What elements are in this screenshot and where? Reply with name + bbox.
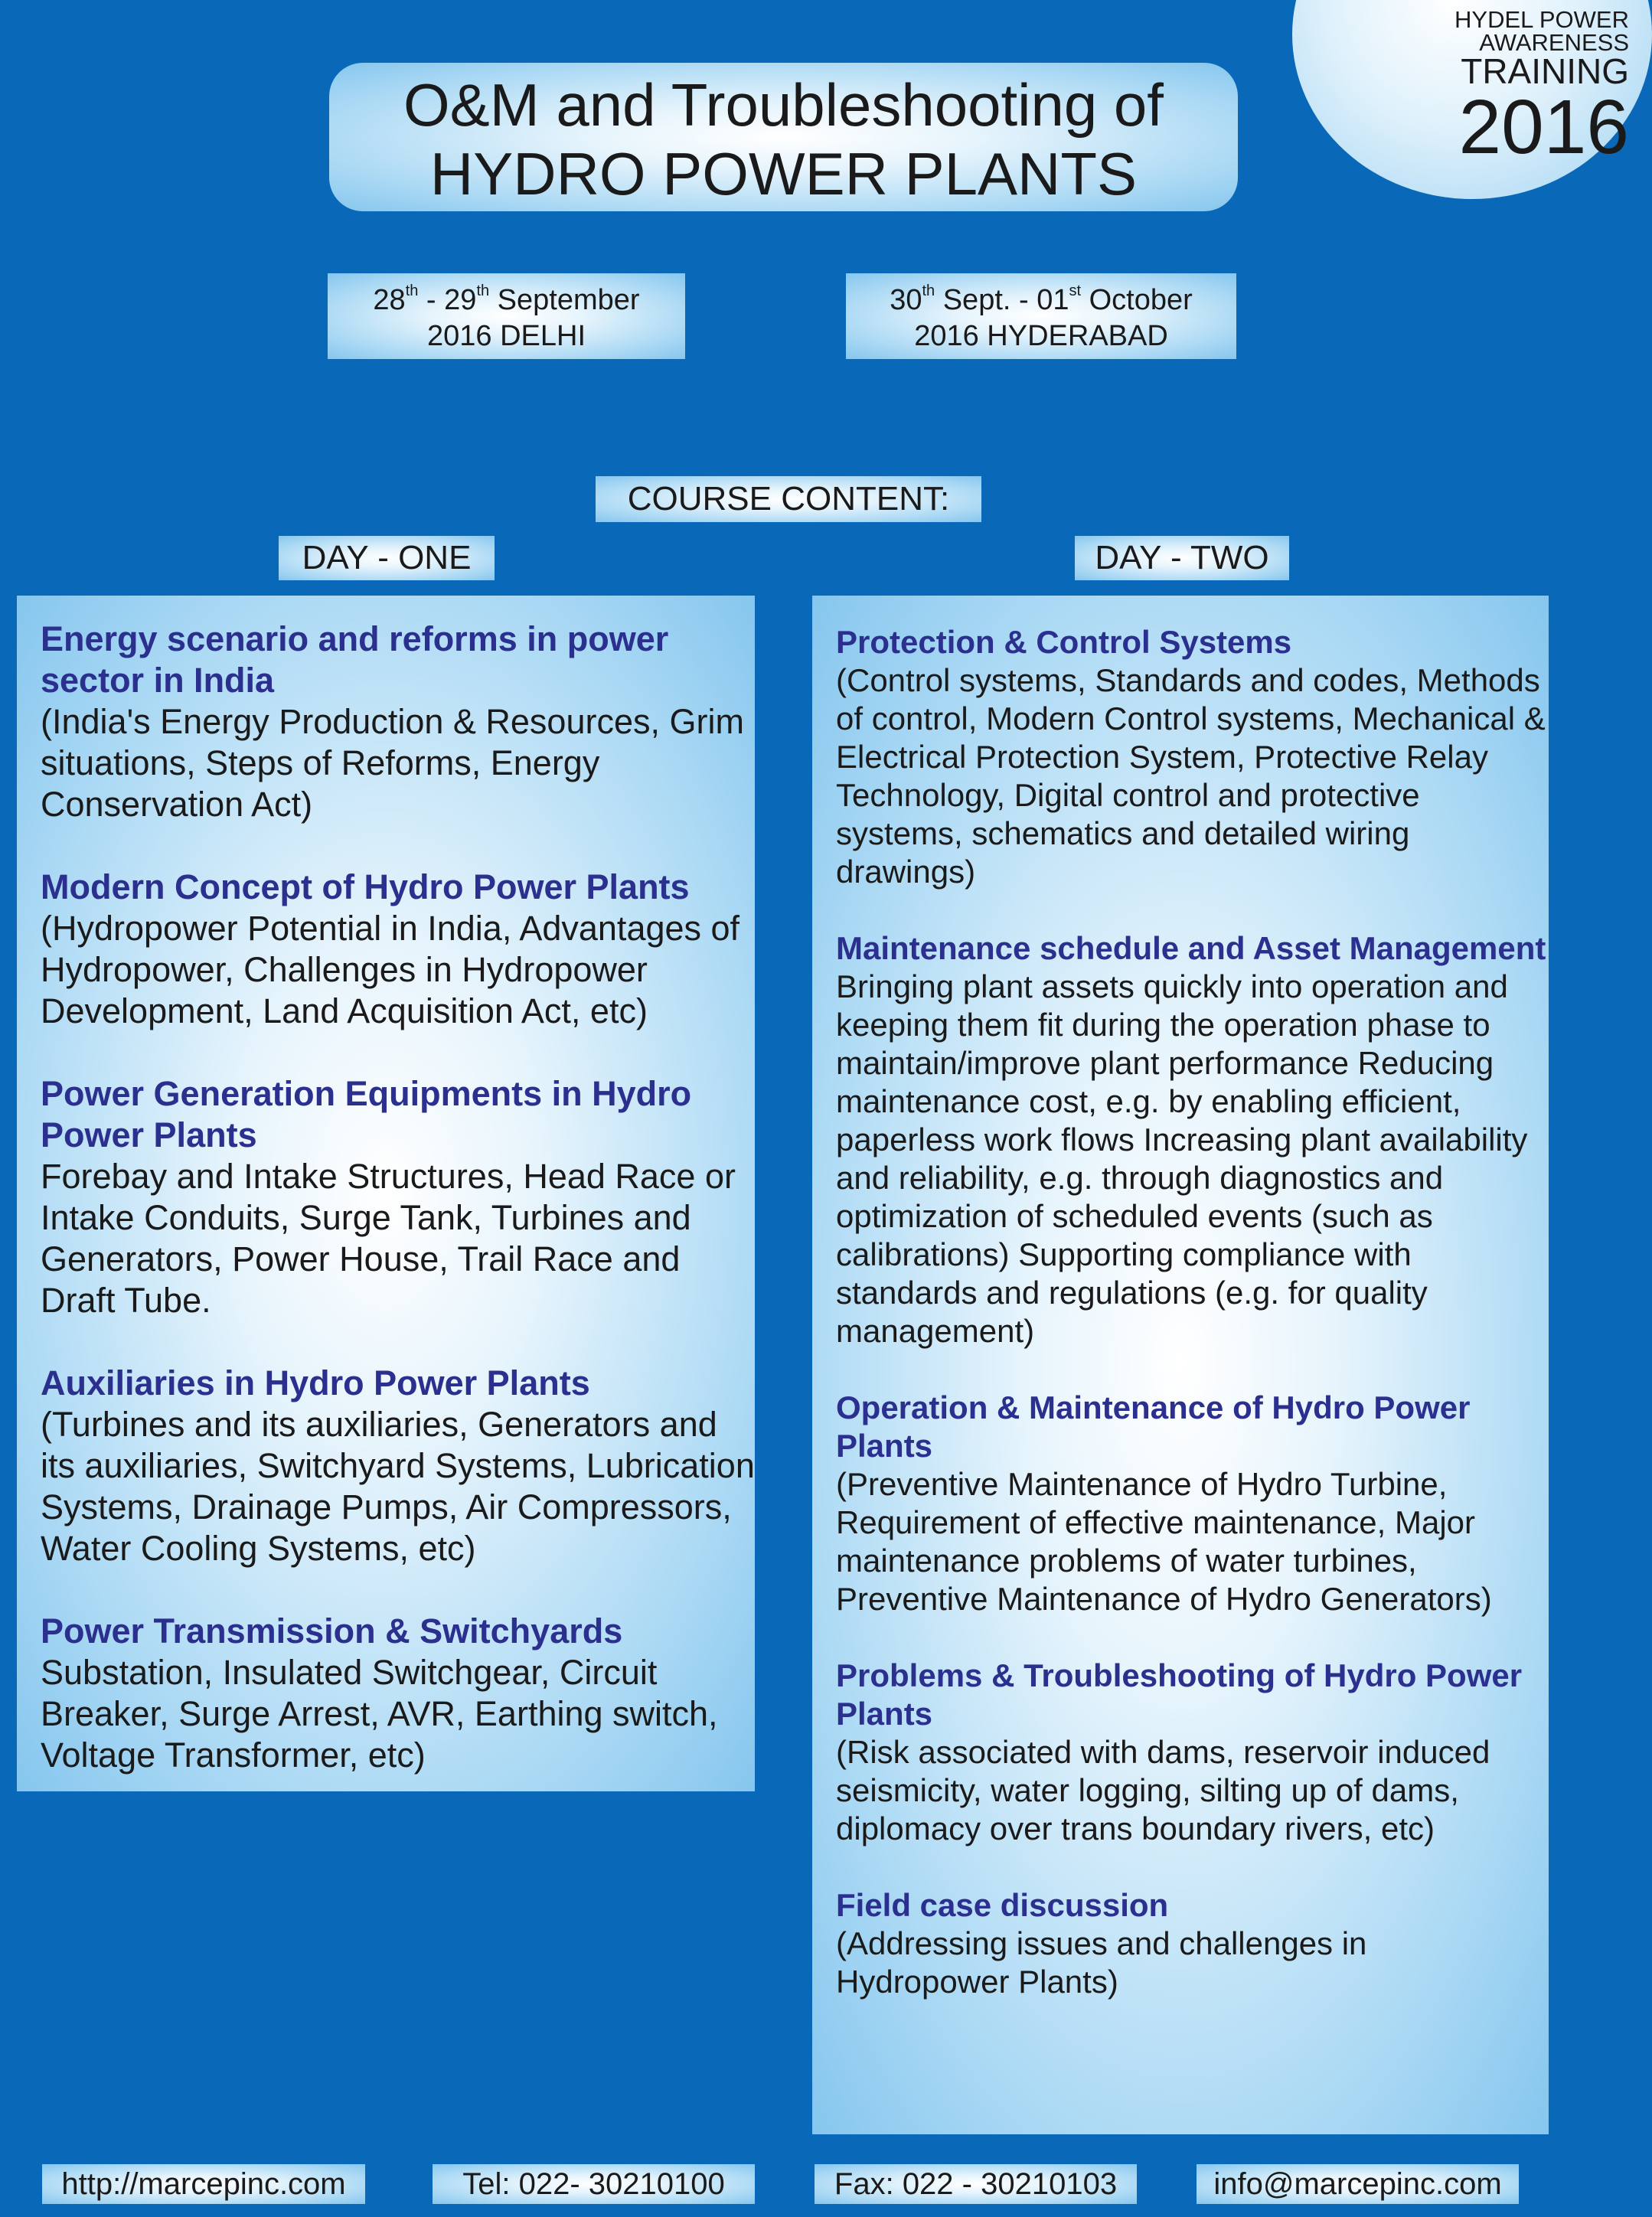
section-title: Problems & Troubleshooting of Hydro Power Plants: [836, 1657, 1523, 1732]
footer-email-link[interactable]: info@marcepinc.com: [1197, 2164, 1519, 2204]
footer-website-link[interactable]: http://marcepinc.com: [42, 2164, 365, 2204]
badge-line2: AWARENESS: [1479, 29, 1629, 56]
section-title: Power Generation Equipments in Hydro Power Plants: [41, 1074, 692, 1154]
section-title: Maintenance schedule and Asset Management: [836, 930, 1546, 966]
date-hyderabad: [846, 273, 1236, 359]
section-title: Field case discussion: [836, 1887, 1169, 1923]
page-title: [329, 63, 1238, 211]
day-one-section: [41, 867, 755, 1032]
day-two-section: [836, 623, 1549, 891]
section-body: (Turbines and its auxiliaries, Generators and its auxiliaries, Switchyard Systems, Lubrication Systems, Drainage Pumps, Air Compressors, Water Cooling Systems, etc): [41, 1405, 755, 1568]
footer-telephone: Tel: 022- 30210100: [433, 2164, 755, 2204]
date-delhi-range: 28th - 29th September: [373, 282, 640, 316]
day-two-section: [836, 1389, 1549, 1618]
section-body: (Addressing issues and challenges in Hydropower Plants): [836, 1925, 1367, 2000]
section-title: Energy scenario and reforms in power sector in India: [41, 619, 669, 700]
section-title: Auxiliaries in Hydro Power Plants: [41, 1363, 590, 1402]
date-delhi-location: 2016 DELHI: [426, 320, 586, 352]
section-title: Modern Concept of Hydro Power Plants: [41, 867, 690, 906]
date-hyderabad-range: 30th Sept. - 01st October: [890, 282, 1193, 316]
section-body: Forebay and Intake Structures, Head Race or Intake Conduits, Surge Tank, Turbines and Generators, Power House, Trail Race and Draft Tube.: [41, 1157, 736, 1320]
day-one-label: DAY - ONE: [279, 536, 495, 580]
day-one-panel: [17, 596, 755, 1791]
date-hyderabad-location: 2016 HYDERABAD: [914, 320, 1168, 352]
badge-line3: TRAINING: [1461, 51, 1629, 91]
day-two-panel: [812, 596, 1549, 2134]
title-line2: HYDRO POWER PLANTS: [429, 140, 1138, 207]
section-body: (Control systems, Standards and codes, Methods of control, Modern Control systems, Mechanical & Electrical Protection System, Protective Relay Technology, Digital control and protective systems, schematics and detailed wiring drawings): [836, 662, 1546, 890]
section-body: (Risk associated with dams, reservoir induced seismicity, water logging, silting up of dams, diplomacy over trans boundary rivers, etc): [836, 1734, 1490, 1846]
day-two-label: DAY - TWO: [1075, 536, 1289, 580]
badge-line1: HYDEL POWER: [1454, 6, 1629, 33]
day-one-section: [41, 1611, 755, 1776]
date-delhi: [328, 273, 685, 359]
section-body: Substation, Insulated Switchgear, Circuit Breaker, Surge Arrest, AVR, Earthing switch, Voltage Transformer, etc): [41, 1653, 718, 1775]
day-one-section: [41, 619, 755, 825]
section-body: (Preventive Maintenance of Hydro Turbine, Requirement of effective maintenance, Major maintenance problems of water turbines, Preventive Maintenance of Hydro Generators): [836, 1466, 1492, 1617]
badge-year: 2016: [1458, 84, 1629, 170]
section-title: Power Transmission & Switchyards: [41, 1611, 623, 1651]
section-body: (Hydropower Potential in India, Advantages of Hydropower, Challenges in Hydropower Development, Land Acquisition Act, etc): [41, 909, 740, 1030]
training-badge: [1292, 0, 1652, 199]
section-body: (India's Energy Production & Resources, Grim situations, Steps of Reforms, Energy Conservation Act): [41, 702, 744, 824]
day-one-section: [41, 1363, 755, 1569]
day-two-section: [836, 929, 1549, 1350]
title-line1: O&M and Troubleshooting of: [403, 71, 1164, 139]
day-two-section: [836, 1886, 1549, 2001]
day-one-section: [41, 1073, 755, 1321]
section-title: Protection & Control Systems: [836, 624, 1292, 660]
day-two-section: [836, 1657, 1549, 1848]
section-title: Operation & Maintenance of Hydro Power Plants: [836, 1389, 1471, 1464]
course-content-label: COURSE CONTENT:: [596, 476, 981, 522]
section-body: Bringing plant assets quickly into operation and keeping them fit during the operation phase to maintain/improve plant performance Reducing maintenance cost, e.g. by enabling efficient, paperless work flows Increasing plant availability and reliability, e.g. through diagnostics and optimization of scheduled events (such as calibrations) Supporting compliance with standards and regulations (e.g. for quality management): [836, 968, 1528, 1349]
footer-fax: Fax: 022 - 30210103: [815, 2164, 1137, 2204]
